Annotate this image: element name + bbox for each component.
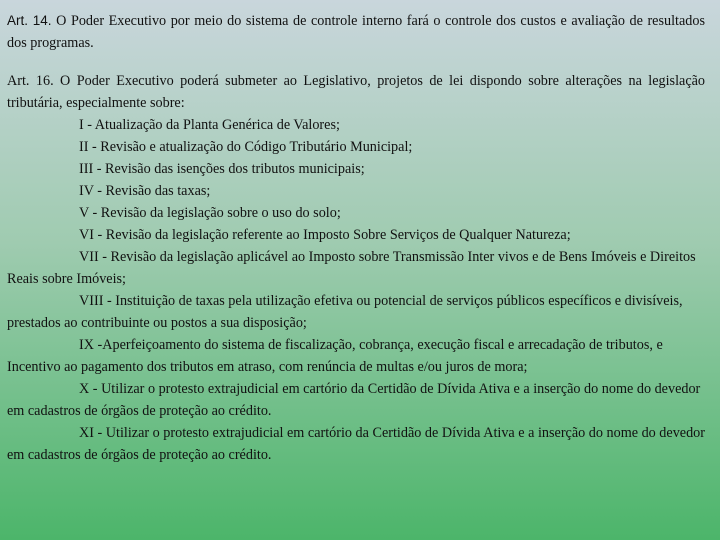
article-16 (7, 70, 705, 466)
article-14-number: Art. 14. (7, 13, 52, 28)
list-item-x: X - Utilizar o protesto extrajudicial em cartório da Certidão de Dívida Ativa e a inserção do nome do devedor em cadastros de órgãos de proteção ao crédito. (7, 381, 701, 419)
list-item-vii: VII - Revisão da legislação aplicável ao Imposto sobre Transmissão Inter vivos e de Bens Imóveis e Direitos Reais sobre Imóveis; (7, 249, 696, 287)
article-16-intro (7, 70, 705, 114)
list-item-iv: IV - Revisão das taxas; (79, 183, 211, 199)
article-14 (7, 10, 705, 54)
list-item-xi: XI - Utilizar o protesto extrajudicial em cartório da Certidão de Dívida Ativa e a inserção do nome do devedor em cadastros de órgãos de proteção ao crédito. (7, 425, 706, 463)
list-item-viii: VIII - Instituição de taxas pela utilização efetiva ou potencial de serviços públicos específicos e divisíveis, prestados ao contribuinte ou postos a sua disposição; (7, 293, 683, 331)
list-item-ii: II - Revisão e atualização do Código Tributário Municipal; (79, 139, 413, 155)
document-body (7, 10, 705, 466)
article-16-number: Art. 16. (7, 73, 54, 89)
incentive-line: Incentivo ao pagamento dos tributos em atraso, com renúncia de multas e/ou juros de mora; (7, 359, 528, 375)
list-item-i: I - Atualização da Planta Genérica de Valores; (79, 117, 340, 133)
list-item-v: V - Revisão da legislação sobre o uso do solo; (79, 205, 341, 221)
list-item-iii: III - Revisão das isenções dos tributos municipais; (79, 161, 365, 177)
article-14-text: O Poder Executivo por meio do sistema de controle interno fará o controle dos custos e avaliação de resultados dos programas. (7, 13, 705, 51)
list-item-vi: VI - Revisão da legislação referente ao Imposto Sobre Serviços de Qualquer Natureza; (79, 227, 571, 243)
list-item-ix: IX -Aperfeiçoamento do sistema de fiscalização, cobrança, execução fiscal e arrecadação de tributos, e (79, 337, 663, 353)
article-16-text: O Poder Executivo poderá submeter ao Legislativo, projetos de lei dispondo sobre alterações na legislação tributária, especialmente sobre: (7, 73, 706, 111)
